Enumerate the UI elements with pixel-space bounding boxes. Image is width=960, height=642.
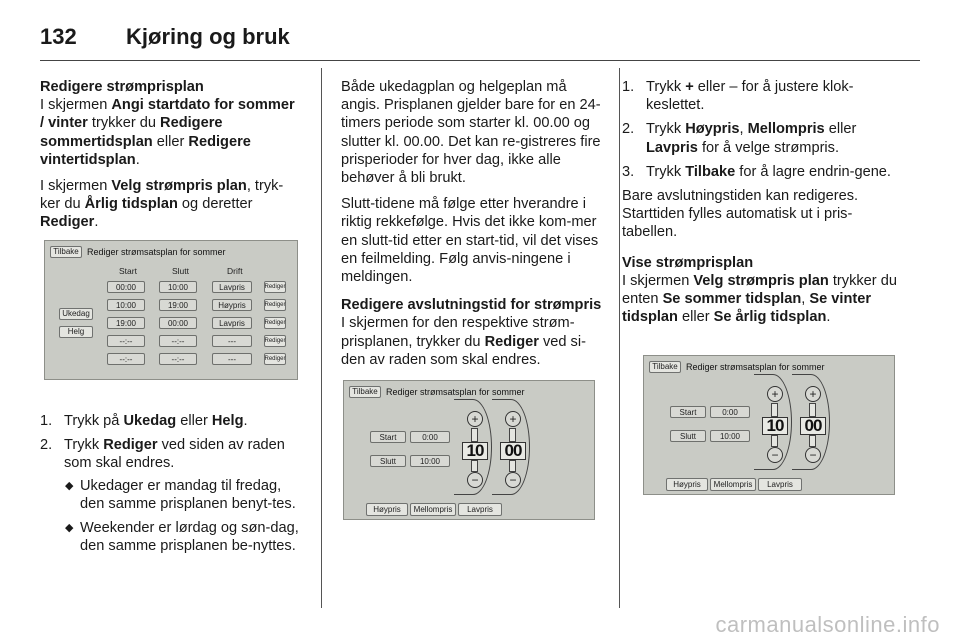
row-start-cell: --:-- [107, 353, 145, 365]
row-end-cell: 19:00 [159, 299, 197, 311]
step-item: 1. Trykk + eller – for å justere klok-keslettet. [622, 79, 854, 114]
start-label: Start [370, 431, 406, 443]
column-divider [321, 68, 322, 608]
row-mode-cell: Høypris [212, 299, 252, 311]
row-mode-cell: Lavpris [212, 281, 252, 293]
bullet-item: ◆ Ukedager er mandag til fredag, den samme prisplanen benyt-tes. [65, 478, 296, 513]
minute-minus-icon[interactable]: − [805, 447, 821, 463]
page-header [40, 18, 920, 62]
minute-digit: 00 [800, 417, 826, 435]
bullet-list [64, 477, 302, 555]
step-item: 1. Trykk på Ukedag eller Helg. [40, 412, 248, 429]
edit-row-button[interactable]: Rediger [264, 335, 286, 347]
high-price-button[interactable]: Høypris [666, 478, 708, 491]
row-start-cell: 19:00 [107, 317, 145, 329]
hour-slider-upper [471, 428, 478, 442]
end-label: Slutt [370, 455, 406, 467]
row-end-cell: 10:00 [159, 281, 197, 293]
back-button[interactable]: Tilbake [349, 386, 381, 398]
screen-title: Rediger strømsatsplan for sommer [386, 387, 525, 397]
hour-slider-upper [771, 403, 778, 417]
low-price-button[interactable]: Lavpris [458, 503, 502, 516]
minute-slider-lower [509, 460, 516, 472]
step-item: 2. Trykk Rediger ved siden av raden som skal endres. ◆ Ukedager er mandag til fredag, den samme prisplanen benyt-tes. ◆ Weekender er lørdag og søn-dag, den samme prisplanen be-nyttes. [40, 436, 302, 555]
end-label: Slutt [670, 430, 706, 442]
paragraph: I skjermen for den respektive strøm-prisplanen, trykker du Rediger ved si-den av raden som skal endres. [341, 315, 586, 368]
row-start-cell: 00:00 [107, 281, 145, 293]
row-mode-cell: --- [212, 353, 252, 365]
hour-digit: 10 [462, 442, 488, 460]
paragraph: I skjermen Velg strømpris plan trykker du enten Se sommer tidsplan, Se vinter tidsplan eller Se årlig tidsplan. [622, 272, 897, 326]
page-number: 132 [40, 24, 77, 49]
edit-row-button[interactable]: Rediger [264, 281, 286, 293]
watermark: carmanualsonline.info [715, 612, 940, 637]
mid-price-button[interactable]: Mellompris [710, 478, 756, 491]
column-header-end: Slutt [172, 266, 190, 276]
hour-minus-icon[interactable]: − [767, 447, 783, 463]
minute-plus-icon[interactable]: + [805, 386, 821, 402]
diamond-bullet-icon: ◆ [65, 521, 74, 534]
step-item: 3. Trykk Tilbake for å lagre endrin-gene. [622, 163, 891, 180]
page-title: Kjøring og bruk [126, 24, 290, 49]
edit-row-button[interactable]: Rediger [264, 317, 286, 329]
minute-slider-upper [809, 403, 816, 417]
section-heading: Redigere strømprisplan [40, 79, 204, 95]
paragraph: I skjermen Velg strømpris plan, tryk-ker du Årlig tidsplan og deretter Rediger. [40, 178, 284, 231]
minute-slider-upper [509, 428, 516, 442]
bullet-item: ◆ Weekender er lørdag og søn-dag, den samme prisplanen be-nyttes. [65, 519, 299, 554]
hour-plus-icon[interactable]: + [467, 411, 483, 427]
screen-title: Rediger strømsatsplan for sommer [686, 362, 825, 372]
row-start-cell: 10:00 [107, 299, 145, 311]
back-button[interactable]: Tilbake [649, 361, 681, 373]
edit-row-button[interactable]: Rediger [264, 353, 286, 365]
hour-digit: 10 [762, 417, 788, 435]
diamond-bullet-icon: ◆ [65, 480, 74, 493]
screen-end-time-editor [343, 380, 595, 520]
row-end-cell: --:-- [159, 353, 197, 365]
hour-plus-icon[interactable]: + [767, 386, 783, 402]
row-end-cell: --:-- [159, 335, 197, 347]
paragraph: Bare avslutningstiden kan redigeres. Starttiden fylles automatisk ut i pris-tabellen. [622, 188, 859, 241]
hour-slider-lower [771, 435, 778, 447]
column-divider [619, 68, 620, 608]
section-heading: Redigere avslutningstid for strømpris [341, 297, 602, 314]
weekend-button[interactable]: Helg [59, 326, 93, 338]
column-right [622, 78, 904, 334]
hour-slider-lower [471, 460, 478, 472]
paragraph: Både ukedagplan og helgeplan må angis. Prisplanen gjelder bare for en 24-timers periode som starter kl. 00.00 og slutter kl. 00.00. Det kan re-gistreres fire prisperioder for hver dag, ikke alle behøver å bli brukt. [341, 79, 601, 187]
column-header-start: Start [119, 266, 137, 276]
step-list [622, 78, 904, 181]
column-middle [341, 78, 603, 377]
section-heading: Vise strømprisplan [622, 254, 754, 271]
weekday-button[interactable]: Ukedag [59, 308, 93, 320]
end-value: 10:00 [710, 430, 750, 442]
high-price-button[interactable]: Høypris [366, 503, 408, 516]
paragraph: I skjermen Angi startdato for sommer / vinter trykker du Redigere sommertidsplan eller Redigere vintertidsplan. [40, 97, 295, 168]
column-header-mode: Drift [227, 266, 243, 276]
step-item: 2. Trykk Høypris, Mellompris eller Lavpris for å velge strømpris. [622, 121, 857, 156]
minute-minus-icon[interactable]: − [505, 472, 521, 488]
row-mode-cell: Lavpris [212, 317, 252, 329]
start-label: Start [670, 406, 706, 418]
low-price-button[interactable]: Lavpris [758, 478, 802, 491]
end-value: 10:00 [410, 455, 450, 467]
step-list [40, 412, 302, 555]
minute-plus-icon[interactable]: + [505, 411, 521, 427]
minute-digit: 00 [500, 442, 526, 460]
hour-minus-icon[interactable]: − [467, 472, 483, 488]
screen-schedule-table [44, 240, 298, 380]
mid-price-button[interactable]: Mellompris [410, 503, 456, 516]
start-value: 0:00 [710, 406, 750, 418]
edit-row-button[interactable]: Rediger [264, 299, 286, 311]
row-mode-cell: --- [212, 335, 252, 347]
screen-end-time-editor [643, 355, 895, 495]
row-end-cell: 00:00 [159, 317, 197, 329]
header-rule [40, 60, 920, 61]
back-button[interactable]: Tilbake [50, 246, 82, 258]
paragraph: Slutt-tidene må følge etter hverandre i riktig rekkefølge. Hvis det ikke kom-mer en slutt-tid etter en start-tid, vil det vises en feilmelding. Følg anvis-ningene i meldingen. [341, 196, 599, 286]
start-value: 0:00 [410, 431, 450, 443]
row-start-cell: --:-- [107, 335, 145, 347]
screen-title: Rediger strømsatsplan for sommer [87, 247, 226, 257]
minute-slider-lower [809, 435, 816, 447]
